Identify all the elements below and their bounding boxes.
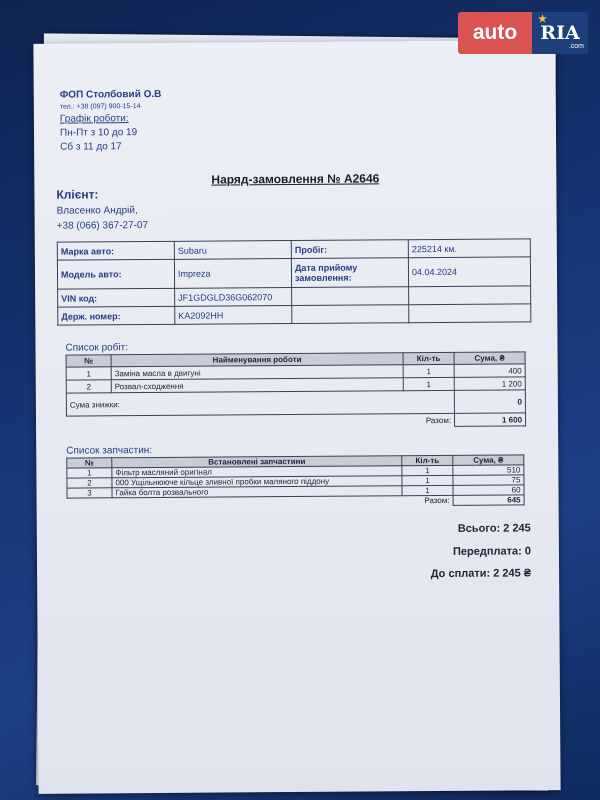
row-sum: 60 (453, 485, 524, 495)
row-quantity: 1 (402, 465, 453, 475)
car-value: 225214 км. (408, 239, 530, 258)
row-quantity: 1 (403, 377, 454, 390)
car-value (409, 304, 531, 323)
table-row (58, 304, 531, 325)
parts-total-value: 645 (453, 495, 524, 505)
schedule-title: Графік роботи: (59, 113, 129, 125)
car-value: Subaru (174, 241, 291, 260)
row-number: 3 (67, 488, 112, 498)
car-label: Пробіг: (291, 240, 408, 259)
works-list-title: Список робіт: (65, 342, 129, 354)
client-name: Власенко Андрій, (56, 205, 138, 217)
parts-total-label: Разом: (424, 496, 450, 506)
car-info-table (57, 238, 532, 325)
part-name: 000 Ущільнююче кільце зливної пробки маляного піддону (112, 476, 402, 488)
car-label: Марка авто: (57, 241, 174, 260)
car-label (292, 287, 409, 306)
table-row (66, 413, 525, 429)
grand-total: Всього: 2 245 (457, 522, 531, 535)
parts-list-title: Список запчастин: (66, 445, 153, 457)
works-total-value: 1 600 (454, 413, 525, 426)
car-label: Дата прийому замовлення: (291, 258, 408, 288)
prepayment: Передплата: 0 (452, 545, 531, 558)
company-name: ФОП Столбовий О.В (59, 88, 162, 101)
row-quantity: 1 (403, 364, 454, 377)
column-header: Сума, ₴ (453, 455, 524, 465)
logo-ria-text: RIA (540, 22, 580, 44)
star-icon: ★ (538, 14, 547, 25)
column-header: Кіл-ть (403, 352, 454, 364)
row-sum: 75 (453, 475, 524, 485)
document-title: Наряд-замовлення № А2646 (211, 171, 380, 187)
client-phone: +38 (066) 367-27-07 (56, 220, 149, 232)
discount-label: Сума знижки: (66, 390, 454, 416)
car-label: Модель авто: (57, 259, 174, 289)
parts-table (66, 454, 524, 508)
company-phone: тел.: +38 (097) 900-15-14 (59, 103, 141, 111)
order-document (33, 40, 560, 794)
column-header: № (66, 355, 111, 367)
car-value: Impreza (174, 259, 291, 289)
table-row (66, 390, 525, 416)
row-quantity: 1 (402, 485, 453, 495)
row-number: 1 (67, 468, 112, 478)
works-table (66, 351, 527, 429)
row-sum: 1 200 (454, 377, 525, 390)
logo-auto-text: auto (458, 12, 532, 54)
column-header: Кіл-ть (402, 455, 453, 465)
work-name: Розвал-сходження (111, 378, 403, 393)
column-header: Сума, ₴ (454, 352, 525, 364)
row-quantity: 1 (402, 475, 453, 485)
car-value: JF1GDGLD36G062070 (175, 288, 292, 307)
discount-value: 0 (454, 390, 525, 413)
logo-ria-mark (532, 12, 588, 54)
amount-to-pay: До сплати: 2 245 ₴ (430, 567, 532, 581)
work-name: Заміна масла в двигуні (111, 365, 403, 380)
column-header: Встановлені запчастини (112, 456, 402, 468)
car-value: 04.04.2024 (408, 257, 530, 287)
schedule-weekdays: Пн-Пт з 10 до 19 (59, 127, 138, 139)
schedule-saturday: Сб з 11 до 17 (60, 141, 122, 153)
car-value (409, 286, 531, 305)
row-sum: 400 (454, 364, 525, 377)
client-label: Клієнт: (56, 187, 99, 202)
car-label: Держ. номер: (58, 306, 175, 325)
car-label: VIN код: (58, 288, 175, 307)
logo-com-text: .com (568, 43, 584, 50)
car-value: KA2092HH (175, 306, 292, 325)
row-number: 1 (66, 367, 111, 380)
car-label (292, 305, 409, 324)
works-total-label: Разом: (66, 413, 454, 429)
part-name: Гайка болта розвального (112, 486, 402, 498)
row-sum: 510 (453, 465, 524, 475)
row-number: 2 (66, 380, 111, 393)
column-header: Найменування роботи (111, 353, 403, 367)
table-row (57, 257, 530, 289)
auto-ria-logo (458, 12, 588, 54)
part-name: Фільтр масляний оригінал (112, 466, 402, 478)
column-header: № (67, 458, 112, 468)
row-number: 2 (67, 478, 112, 488)
